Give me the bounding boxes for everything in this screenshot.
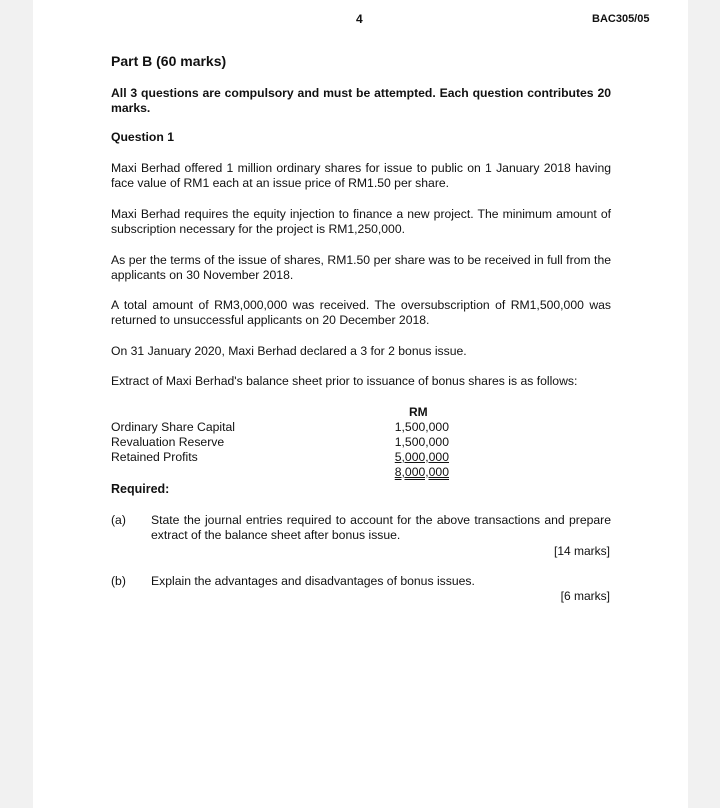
document-code: BAC305/05 — [592, 13, 650, 25]
page-number: 4 — [356, 12, 363, 26]
required-label: Required: — [111, 482, 170, 496]
balance-sheet-row-value: 5,000,000 — [394, 450, 449, 464]
balance-sheet-row-label: Revaluation Reserve — [111, 435, 225, 449]
balance-sheet-values — [389, 420, 449, 480]
part-a-label: (a) — [111, 513, 126, 527]
part-b-label: (b) — [111, 574, 126, 588]
balance-sheet-row-value: 1,500,000 — [394, 420, 449, 434]
paragraph-issue-terms: As per the terms of the issue of shares, RM1.50 per share was to be received in full from the applicants on 30 November 2018. — [111, 253, 611, 282]
balance-sheet-total: 8,000,000 — [394, 465, 449, 479]
part-a-marks: [14 marks] — [553, 544, 610, 558]
part-title: Part B (60 marks) — [111, 53, 227, 69]
balance-sheet-row-label: Retained Profits — [111, 450, 198, 464]
part-b-text: Explain the advantages and disadvantages of bonus issues. — [151, 574, 475, 588]
document-page — [33, 0, 688, 808]
balance-sheet-row-label: Ordinary Share Capital — [111, 420, 235, 434]
part-a-text: State the journal entries required to account for the above transactions and prepare extract of the balance sheet after bonus issue. — [151, 513, 611, 542]
paragraph-share-offer: Maxi Berhad offered 1 million ordinary shares for issue to public on 1 January 2018 having face value of RM1 each at an issue price of RM1.50 per share. — [111, 161, 611, 190]
paragraph-minimum-subscription: Maxi Berhad requires the equity injection to finance a new project. The minimum amount of subscription necessary for the project is RM1,250,000. — [111, 207, 611, 236]
balance-sheet-row-value: 1,500,000 — [394, 435, 449, 449]
paragraph-balance-sheet-intro: Extract of Maxi Berhad's balance sheet prior to issuance of bonus shares is as follows: — [111, 374, 578, 388]
paragraph-bonus-issue: On 31 January 2020, Maxi Berhad declared a 3 for 2 bonus issue. — [111, 344, 467, 358]
part-b-marks: [6 marks] — [560, 589, 610, 603]
balance-sheet-currency-header: RM — [409, 405, 428, 419]
part-instructions: All 3 questions are compulsory and must be attempted. Each question contributes 20 marks. — [111, 86, 611, 115]
paragraph-oversubscription: A total amount of RM3,000,000 was received. The oversubscription of RM1,500,000 was returned to unsuccessful applicants on 20 December 2018. — [111, 298, 611, 327]
balance-sheet-labels — [111, 420, 235, 465]
question-title: Question 1 — [111, 130, 174, 144]
